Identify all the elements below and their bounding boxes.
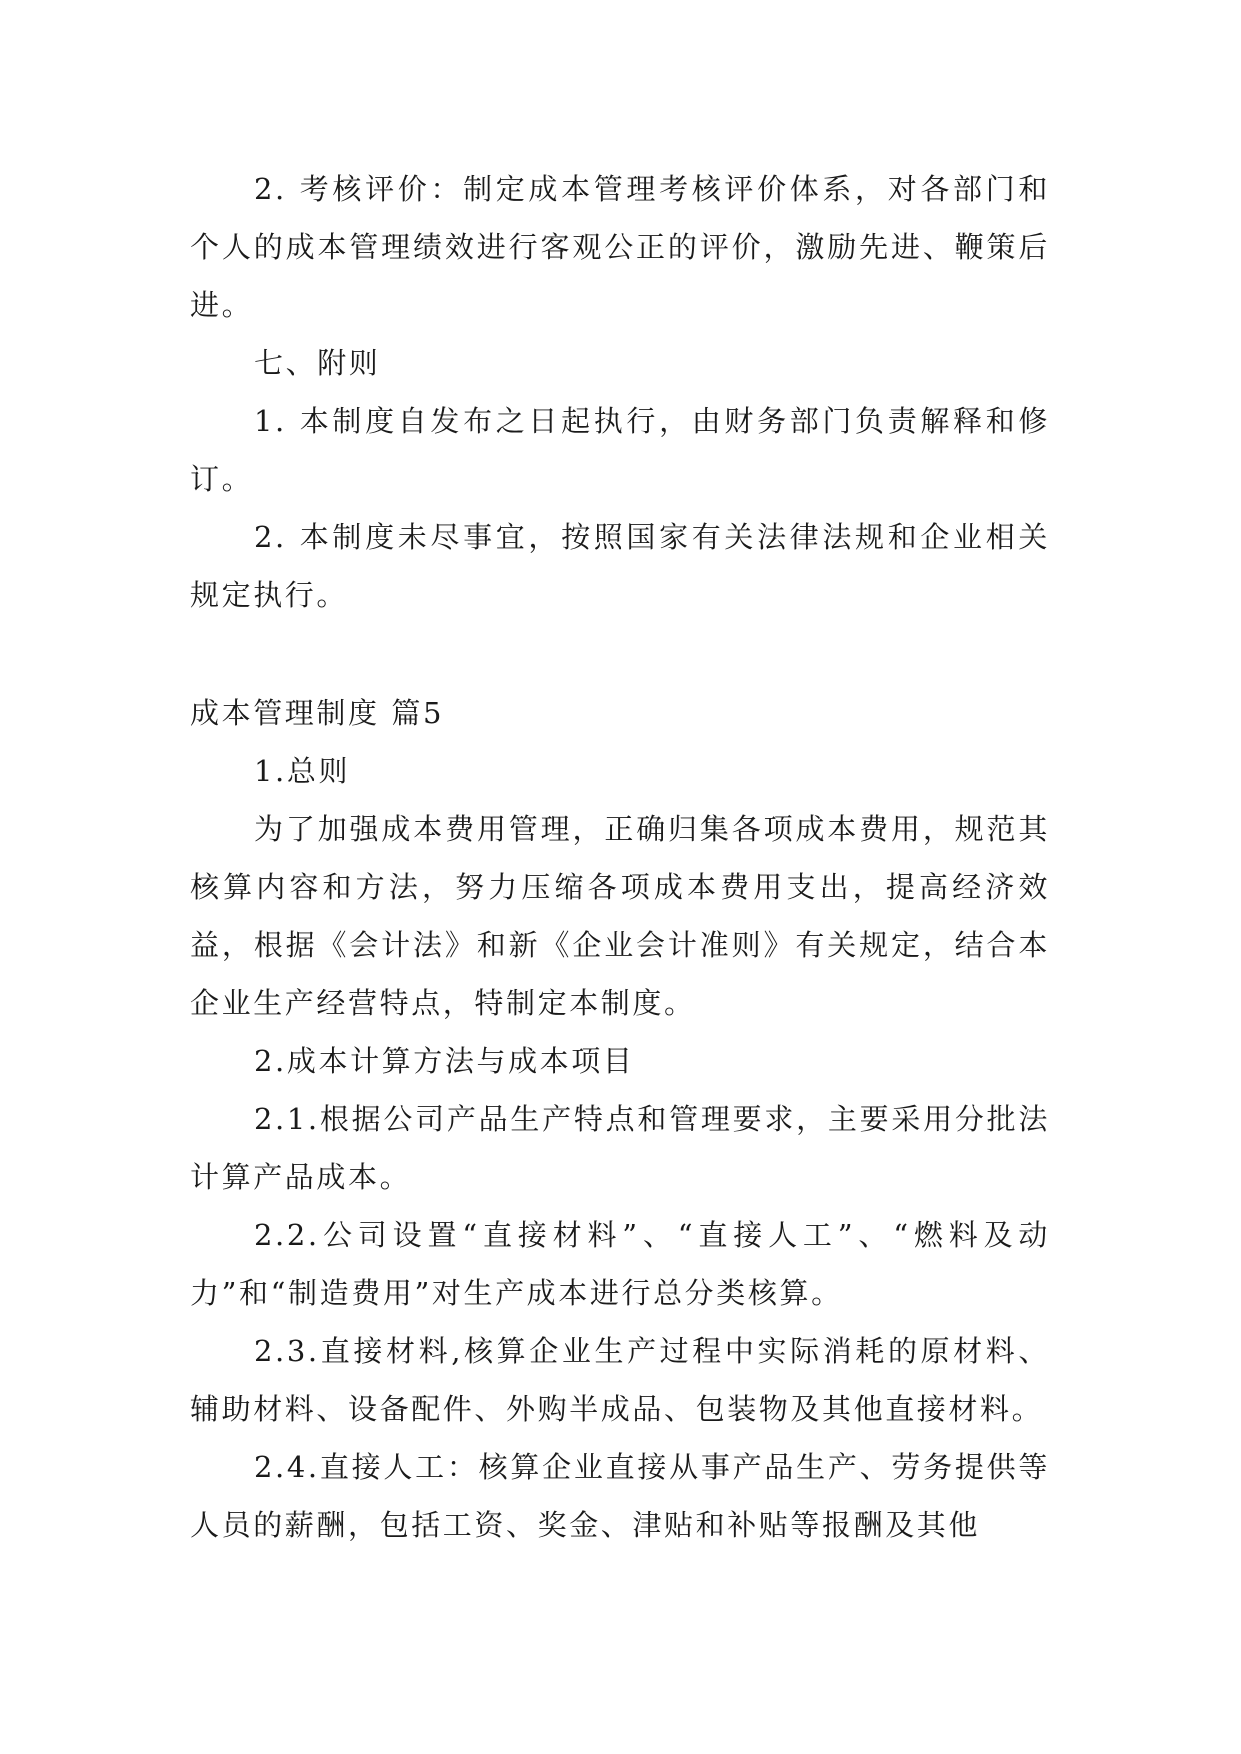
paragraph-2-1: 2.1.根据公司产品生产特点和管理要求，主要采用分批法计算产品成本。 xyxy=(190,1102,1050,1194)
paragraph-purpose: 为了加强成本费用管理，正确归集各项成本费用，规范其核算内容和方法，努力压缩各项成本费用支出，提高经济效益，根据《会计法》和新《企业会计准则》有关规定，结合本企业生产经营特点，特制定本制度。 xyxy=(190,812,1050,1020)
paragraph-2-3: 2.3.直接材料,核算企业生产过程中实际消耗的原材料、辅助材料、设备配件、外购半成品、包装物及其他直接材料。 xyxy=(190,1334,1050,1426)
document-body xyxy=(190,160,1050,1554)
paragraph-unspecified-matters: 2. 本制度未尽事宜，按照国家有关法律法规和企业相关规定执行。 xyxy=(190,520,1050,612)
paragraph-2-4: 2.4.直接人工：核算企业直接从事产品生产、劳务提供等人员的薪酬，包括工资、奖金、津贴和补贴等报酬及其他 xyxy=(190,1450,1050,1542)
paragraph-effective-date: 1. 本制度自发布之日起执行，由财务部门负责解释和修订。 xyxy=(190,404,1050,496)
section-heading-supplementary: 七、附则 xyxy=(254,346,381,380)
section-heading-cost-method: 2.成本计算方法与成本项目 xyxy=(254,1044,635,1078)
section-heading-general: 1.总则 xyxy=(254,754,351,788)
section-gap xyxy=(190,624,1050,684)
document-title: 成本管理制度 篇5 xyxy=(190,696,445,730)
paragraph-assessment-evaluation: 2. 考核评价：制定成本管理考核评价体系，对各部门和个人的成本管理绩效进行客观公正的评价，激励先进、鞭策后进。 xyxy=(190,172,1050,322)
paragraph-2-2: 2.2.公司设置“直接材料”、“直接人工”、“燃料及动力”和“制造费用”对生产成本进行总分类核算。 xyxy=(190,1218,1050,1310)
